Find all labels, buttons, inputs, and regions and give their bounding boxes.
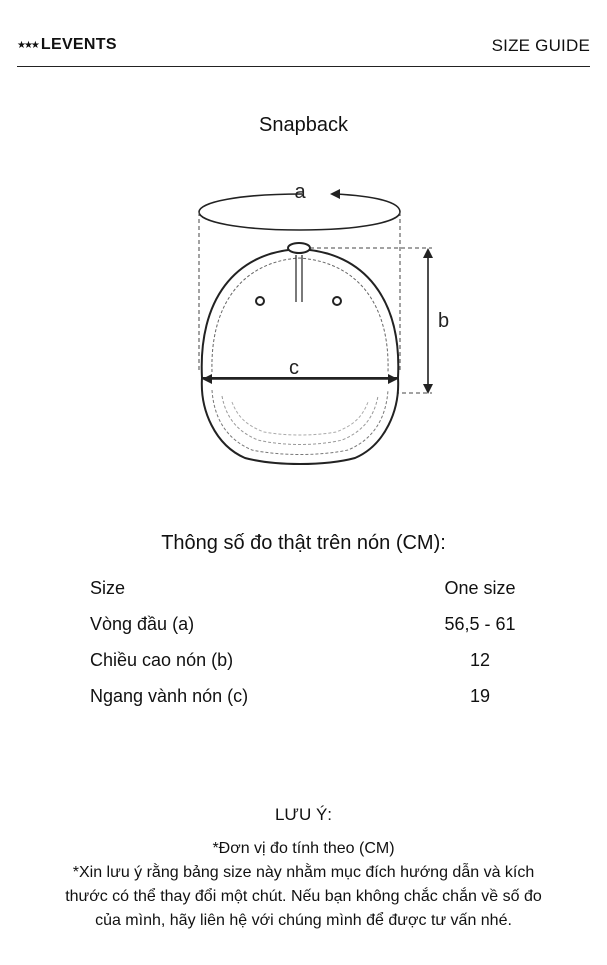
logo-stars-icon: ★★★ <box>17 39 38 51</box>
spec-header-label: Size <box>90 578 126 598</box>
cap-visor <box>202 378 398 464</box>
page-label: SIZE GUIDE <box>491 36 590 55</box>
label-c: c <box>289 357 299 379</box>
spec-row-width <box>90 682 530 718</box>
label-b: b <box>438 310 450 332</box>
eyelet-right-icon <box>333 297 341 305</box>
note-line-1: *Xin lưu ý rằng bảng size này nhằm mục đích hướng dẫn và kích <box>72 864 535 881</box>
spec-row-height <box>90 646 530 682</box>
height-indicator <box>423 248 433 394</box>
note-block <box>30 805 577 933</box>
spec-row-value: 56,5 - 61 <box>444 614 516 634</box>
spec-title: Thông số đo thật trên nón (CM): <box>161 532 446 554</box>
cap-crown <box>202 243 399 378</box>
arrow-head-icon <box>330 189 340 199</box>
spec-row-value: 12 <box>469 650 491 670</box>
arrow-up-icon <box>423 248 433 258</box>
eyelet-left-icon <box>256 297 264 305</box>
spec-row-label: Chiều cao nón (b) <box>90 650 234 670</box>
note-title: LƯU Ý: <box>274 805 333 824</box>
note-line-2: thước có thể thay đổi một chút. Nếu bạn không chắc chắn về số đo <box>65 888 542 905</box>
top-button-icon <box>288 243 310 253</box>
product-title: Snapback <box>259 114 348 136</box>
brand-name: LEVENTS <box>40 36 117 53</box>
note-unit: *Đơn vị đo tính theo (CM) <box>212 840 395 857</box>
spec-header-row <box>90 574 530 610</box>
spec-row-label: Vòng đầu (a) <box>90 614 195 634</box>
label-a: a <box>294 181 306 203</box>
spec-row-circumference <box>90 610 530 646</box>
spec-row-value: 19 <box>469 686 491 706</box>
note-line-3: của mình, hãy liên hệ với chúng mình để được tư vấn nhé. <box>95 912 512 929</box>
spec-table <box>90 574 530 718</box>
spec-row-label: Ngang vành nón (c) <box>90 686 249 706</box>
spec-header-value: One size <box>444 578 516 598</box>
